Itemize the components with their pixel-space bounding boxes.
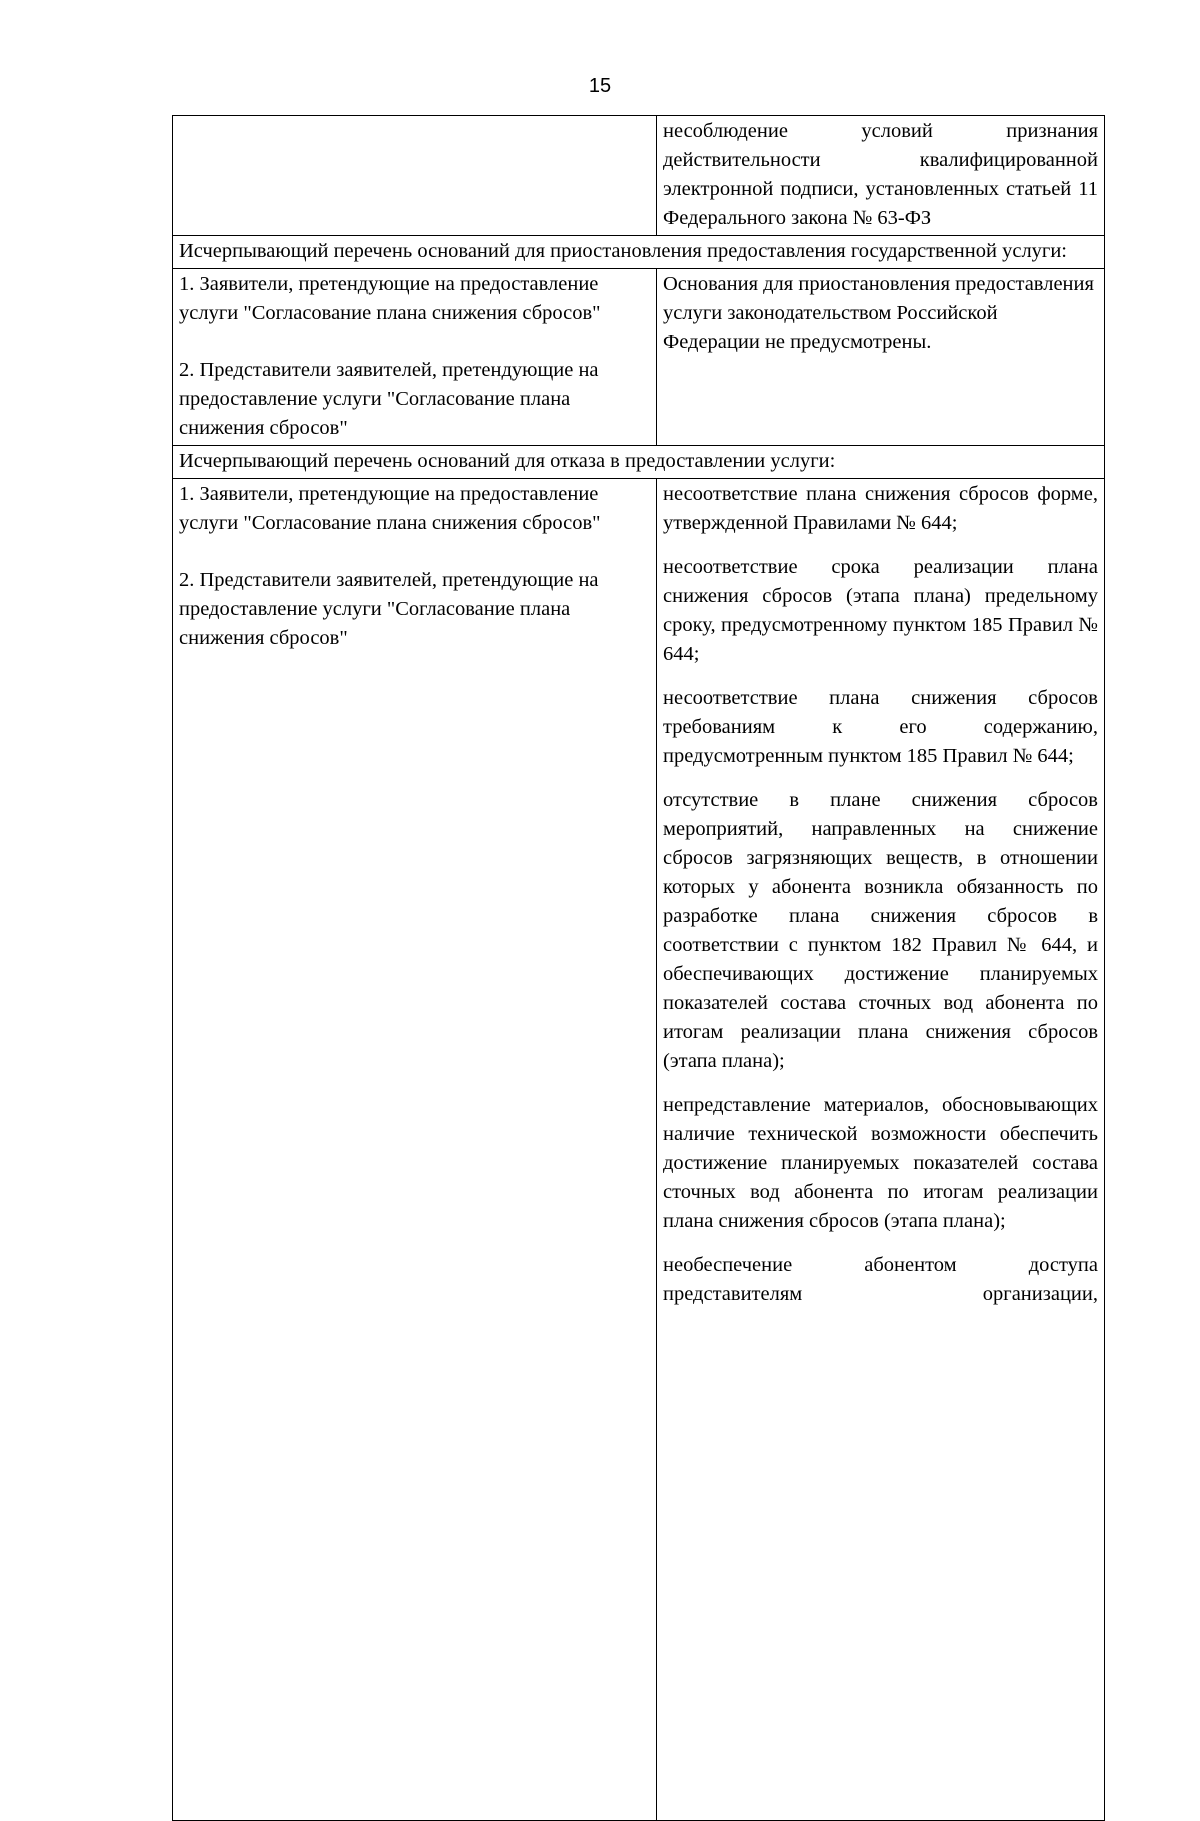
applicant-category-2: 2. Представители заявителей, претендующие на предоставление услуги "Согласование плана снижения сбросов" <box>179 359 599 439</box>
applicants-cell <box>173 479 657 1821</box>
applicant-category-1: 1. Заявители, претендующие на предоставление услуги "Согласование плана снижения сбросов" <box>179 483 601 534</box>
table-row <box>173 269 1105 446</box>
refusal-grounds-list <box>657 479 1105 1821</box>
table-cell-empty <box>173 116 657 236</box>
applicants-cell <box>173 269 657 446</box>
services-table <box>172 115 1105 1821</box>
applicant-category-2: 2. Представители заявителей, претендующие на предоставление услуги "Согласование плана снижения сбросов" <box>179 569 599 649</box>
spacer <box>179 328 650 356</box>
signature-validity-ground: несоблюдение условий признания действительности квалифицированной электронной подписи, установленных статьей 11 Федерального закона № 63-ФЗ <box>657 116 1105 236</box>
refusal-ground: несоответствие плана снижения сбросов требованиям к его содержанию, предусмотренным пунктом 185 Правил № 644; <box>663 687 1098 767</box>
refusal-ground: несоответствие плана снижения сбросов форме, утвержденной Правилами № 644; <box>663 483 1098 534</box>
table-row <box>173 446 1105 479</box>
refusal-ground: непредставление материалов, обосновывающих наличие технической возможности обеспечить достижение планируемых показателей состава сточных вод абонента по итогам реализации плана снижения сбросов (этапа плана); <box>663 1094 1098 1232</box>
refusal-ground: необеспечение абонентом доступа представителям организации, <box>663 1254 1098 1305</box>
suspension-grounds-header: Исчерпывающий перечень оснований для приостановления предоставления государственной услуги: <box>173 236 1105 269</box>
table-row <box>173 236 1105 269</box>
refusal-grounds-header: Исчерпывающий перечень оснований для отказа в предоставлении услуги: <box>173 446 1105 479</box>
spacer <box>179 538 650 566</box>
table-row <box>173 479 1105 1821</box>
applicant-category-1: 1. Заявители, претендующие на предоставление услуги "Согласование плана снижения сбросов" <box>179 273 601 324</box>
suspension-grounds-text: Основания для приостановления предоставления услуги законодательством Российской Федерации не предусмотрены. <box>657 269 1105 446</box>
page-number: 15 <box>588 75 612 97</box>
refusal-ground: отсутствие в плане снижения сбросов мероприятий, направленных на снижение сбросов загрязняющих веществ, в отношении которых у абонента возникла обязанность по разработке плана снижения сбросов в соответствии с пунктом 182 Правил № 644, и обеспечивающих достижение планируемых показателей состава сточных вод абонента по итогам реализации плана снижения сбросов (этапа плана); <box>663 789 1098 1072</box>
refusal-ground: несоответствие срока реализации плана снижения сбросов (этапа плана) предельному сроку, предусмотренному пунктом 185 Правил № 644; <box>663 556 1098 665</box>
table-row <box>173 116 1105 236</box>
